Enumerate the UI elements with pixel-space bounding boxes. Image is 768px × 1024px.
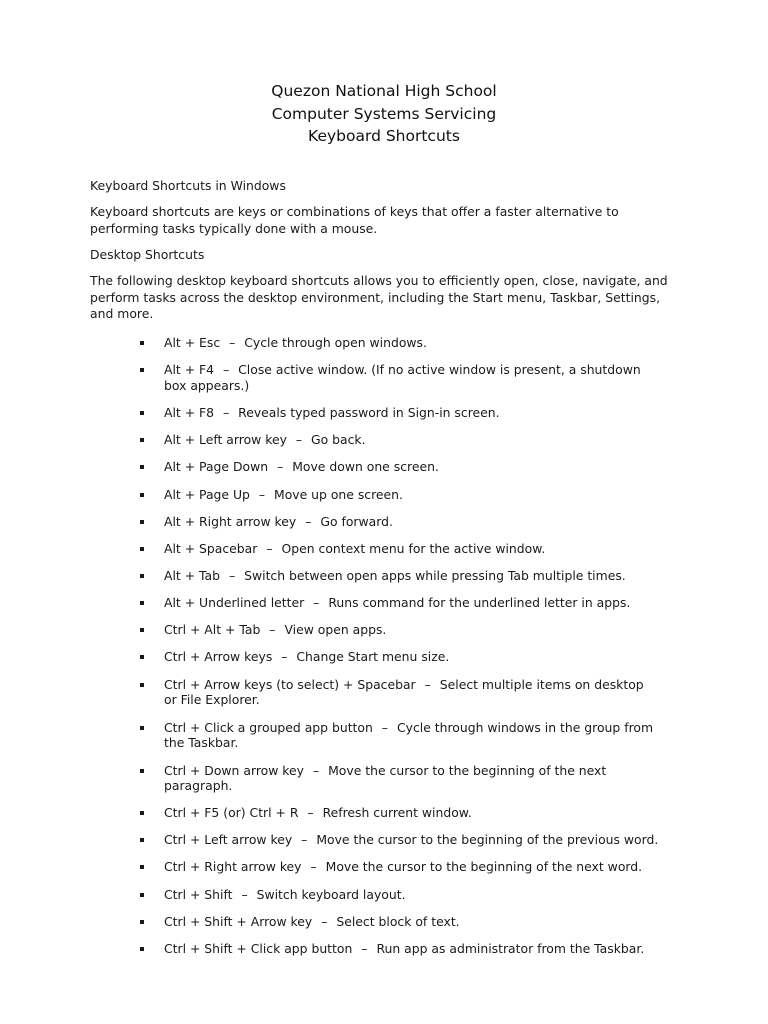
bullet-square-icon (140, 341, 144, 345)
shortcut-separator: – (258, 486, 266, 502)
shortcut-item (140, 362, 660, 393)
shortcut-keys: Ctrl + Arrow keys (to select) + Spacebar (164, 676, 416, 692)
bullet-square-icon (140, 574, 144, 578)
shortcut-item (140, 832, 660, 848)
shortcut-description: Reveals typed password in Sign-in screen. (238, 405, 500, 421)
shortcut-item (140, 487, 660, 503)
document-header (0, 80, 768, 148)
shortcut-keys: Alt + Tab (164, 567, 221, 583)
course-name: Computer Systems Servicing (271, 104, 497, 123)
shortcut-separator: – (269, 622, 276, 638)
shortcut-item (140, 335, 660, 351)
shortcut-item (140, 622, 660, 638)
bullet-square-icon (140, 683, 144, 687)
shortcut-keys: Ctrl + Shift + Arrow key (164, 913, 313, 929)
shortcut-description: Run app as administrator from the Taskbar. (376, 940, 645, 956)
shortcut-item (140, 405, 660, 421)
shortcut-keys: Alt + F8 (164, 405, 215, 421)
shortcut-keys: Ctrl + Alt + Tab (164, 622, 261, 638)
bullet-square-icon (140, 655, 144, 659)
shortcut-separator: – (424, 676, 431, 692)
shortcut-description: Close active window. (If no active window is present, a shutdown box appears.) (164, 362, 641, 393)
shortcut-description: Move the cursor to the beginning of the next paragraph. (164, 762, 607, 794)
bullet-square-icon (140, 465, 144, 469)
shortcut-description: Go back. (311, 432, 366, 448)
shortcut-separator: – (310, 859, 317, 875)
shortcut-keys: Alt + Spacebar (164, 540, 258, 556)
shortcut-separator: – (361, 940, 368, 956)
bullet-square-icon (140, 368, 144, 372)
bullet-square-icon (140, 947, 144, 951)
shortcut-separator: – (295, 432, 303, 448)
shortcut-description: Change Start menu size. (296, 649, 450, 665)
shortcut-description: Go forward. (320, 513, 393, 529)
shortcut-separator: – (313, 595, 320, 611)
document-title: Keyboard Shortcuts (308, 127, 460, 145)
shortcut-keys: Alt + Page Up (164, 486, 250, 502)
shortcut-description: Select block of text. (336, 913, 460, 929)
bullet-square-icon (140, 920, 144, 924)
shortcut-separator: – (228, 567, 236, 583)
shortcut-separator: – (241, 886, 248, 902)
shortcut-description: Cycle through open windows. (244, 335, 427, 350)
shortcut-description: Open context menu for the active window. (281, 540, 546, 556)
shortcut-separator: – (223, 362, 230, 378)
shortcut-separator: – (301, 832, 308, 848)
shortcut-keys: Alt + Underlined letter (164, 595, 305, 611)
shortcut-item (140, 649, 660, 665)
shortcut-keys: Alt + Esc (164, 335, 221, 350)
shortcut-item (140, 720, 660, 751)
shortcut-keys: Ctrl + F5 (or) Ctrl + R (164, 805, 299, 821)
shortcut-item (140, 677, 660, 708)
shortcut-description: Switch between open apps while pressing Tab multiple times. (244, 567, 626, 583)
shortcut-keys: Ctrl + Arrow keys (164, 649, 273, 665)
intro-paragraph: Keyboard shortcuts are keys or combinations of keys that offer a faster alternative to performing tasks typically done with a mouse. (90, 204, 619, 236)
shortcut-item (140, 763, 660, 794)
shortcut-separator: – (281, 649, 288, 665)
bullet-square-icon (140, 411, 144, 415)
shortcut-separator: – (266, 540, 273, 556)
bullet-square-icon (140, 893, 144, 897)
shortcut-keys: Alt + Page Down (164, 459, 269, 475)
shortcut-description: Runs command for the underlined letter in apps. (328, 595, 631, 611)
shortcut-separator: – (312, 762, 320, 778)
bullet-square-icon (140, 838, 144, 842)
bullet-square-icon (140, 601, 144, 605)
shortcut-item (140, 432, 660, 448)
shortcut-separator: – (305, 513, 312, 529)
shortcut-item (140, 459, 660, 475)
shortcut-item (140, 541, 660, 557)
windows-section-title: Keyboard Shortcuts in Windows (90, 178, 286, 193)
shortcut-description: Switch keyboard layout. (256, 886, 406, 902)
shortcut-keys: Alt + Right arrow key (164, 513, 297, 529)
shortcut-keys: Ctrl + Shift + Click app button (164, 940, 353, 956)
shortcut-description: Move the cursor to the beginning of the previous word. (316, 832, 659, 848)
bullet-square-icon (140, 547, 144, 551)
shortcut-separator: – (381, 719, 388, 735)
shortcut-description: View open apps. (284, 622, 387, 638)
shortcut-item (140, 805, 660, 821)
shortcut-list (140, 335, 660, 968)
bullet-square-icon (140, 438, 144, 442)
desktop-section-title: Desktop Shortcuts (90, 247, 205, 262)
shortcut-description: Cycle through windows in the group from the Taskbar. (164, 719, 654, 751)
shortcut-item (140, 568, 660, 584)
shortcut-item (140, 514, 660, 530)
shortcut-keys: Ctrl + Click a grouped app button (164, 719, 373, 735)
school-name: Quezon National High School (271, 82, 497, 100)
bullet-square-icon (140, 520, 144, 524)
shortcut-keys: Ctrl + Down arrow key (164, 762, 304, 778)
shortcut-item (140, 859, 660, 875)
shortcut-item (140, 914, 660, 930)
bullet-square-icon (140, 865, 144, 869)
shortcut-separator: – (229, 335, 236, 350)
shortcut-description: Move the cursor to the beginning of the next word. (325, 859, 643, 875)
shortcut-keys: Ctrl + Left arrow key (164, 832, 293, 848)
shortcut-item (140, 941, 660, 957)
bullet-square-icon (140, 493, 144, 497)
bullet-square-icon (140, 769, 144, 773)
shortcut-keys: Ctrl + Right arrow key (164, 859, 302, 875)
shortcut-item (140, 887, 660, 903)
bullet-square-icon (140, 628, 144, 632)
shortcut-description: Move down one screen. (292, 459, 439, 475)
shortcut-keys: Alt + Left arrow key (164, 432, 287, 448)
shortcut-description: Select multiple items on desktop or File Explorer. (164, 676, 644, 708)
shortcut-separator: – (277, 459, 284, 475)
shortcut-description: Refresh current window. (322, 805, 472, 821)
shortcut-separator: – (307, 805, 314, 821)
desktop-intro-paragraph: The following desktop keyboard shortcuts allows you to efficiently open, close, navigate, and perform tasks across the desktop environment, including the Start menu, Taskbar, Settings, and more. (90, 273, 668, 321)
bullet-square-icon (140, 811, 144, 815)
shortcut-description: Move up one screen. (274, 486, 403, 502)
shortcut-item (140, 595, 660, 611)
shortcut-separator: – (223, 405, 230, 421)
shortcut-separator: – (321, 913, 328, 929)
bullet-square-icon (140, 726, 144, 730)
shortcut-keys: Alt + F4 (164, 362, 215, 378)
shortcut-keys: Ctrl + Shift (164, 886, 233, 902)
